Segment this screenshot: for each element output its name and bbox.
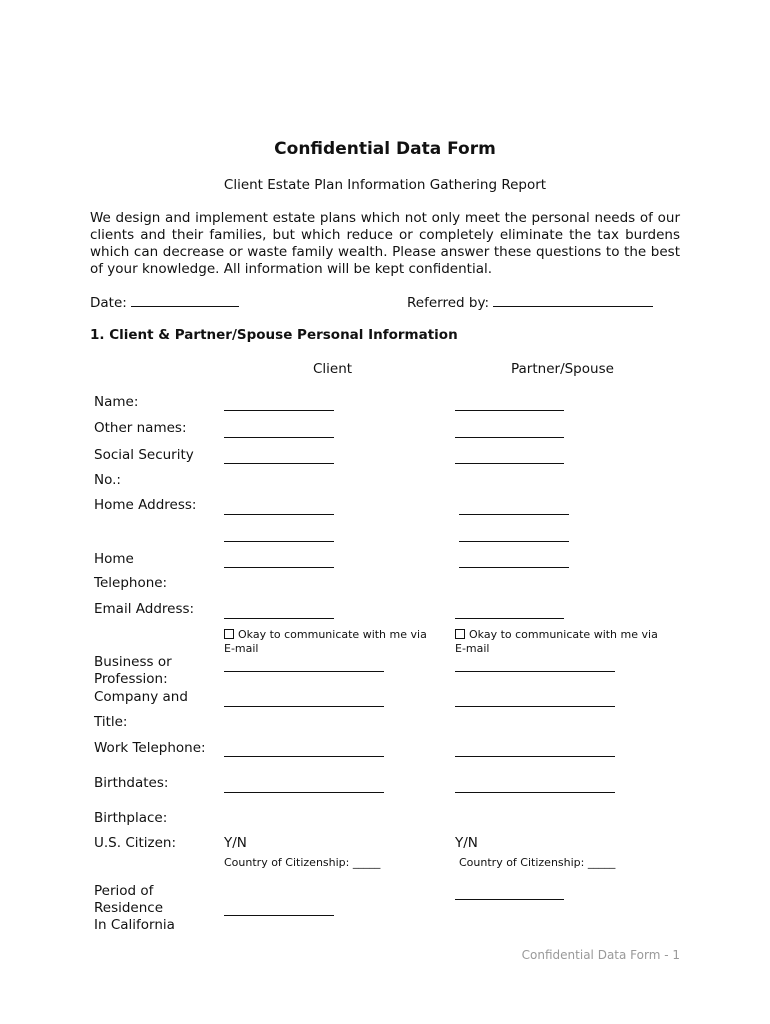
- label-work-telephone: Work Telephone:: [94, 740, 206, 756]
- client-citizen-yn[interactable]: Y/N: [224, 835, 247, 851]
- client-home-telephone-field[interactable]: [224, 567, 334, 568]
- intro-paragraph: We design and implement estate plans which not only meet the personal needs of our clients and their families, but which reduce or completely eliminate the tax burdens which can decrease or waste family wealth. Please answer these questions to the best of your knowledge. All information will be kept confidential.: [90, 210, 680, 277]
- partner-period-field[interactable]: [455, 899, 564, 900]
- label-birthdates: Birthdates:: [94, 775, 169, 791]
- referred-field[interactable]: [407, 294, 653, 311]
- client-country-citizenship[interactable]: Country of Citizenship: _____: [224, 856, 381, 869]
- client-period-field[interactable]: [224, 915, 334, 916]
- client-company-field[interactable]: [224, 706, 384, 707]
- column-header-client: Client: [313, 361, 353, 377]
- label-business: Business or Profession:: [94, 654, 172, 687]
- client-other-names-field[interactable]: [224, 437, 334, 438]
- page-footer: Confidential Data Form - 1: [521, 948, 680, 962]
- label-birthplace: Birthplace:: [94, 810, 168, 826]
- referred-label: Referred by:: [407, 295, 489, 311]
- label-ssn: Social Security: [94, 447, 194, 463]
- partner-name-field[interactable]: [455, 410, 564, 411]
- partner-home-telephone-field[interactable]: [459, 567, 569, 568]
- referred-blank[interactable]: [493, 294, 653, 307]
- date-blank[interactable]: [131, 294, 239, 307]
- partner-citizen-yn[interactable]: Y/N: [455, 835, 478, 851]
- client-address-field-2[interactable]: [224, 541, 334, 542]
- label-ssn-cont: No.:: [94, 472, 121, 488]
- client-address-field[interactable]: [224, 514, 334, 515]
- label-period-cont: Residence: [94, 900, 164, 916]
- section-heading: 1. Client & Partner/Spouse Personal Information: [90, 327, 458, 343]
- label-company-cont: Title:: [94, 714, 128, 730]
- label-other-names: Other names:: [94, 420, 187, 436]
- partner-email-ok-checkbox[interactable]: [455, 628, 670, 656]
- page-title: Confidential Data Form: [274, 139, 496, 159]
- client-ssn-field[interactable]: [224, 463, 334, 464]
- client-name-field[interactable]: [224, 410, 334, 411]
- client-birthdate-field[interactable]: [224, 792, 384, 793]
- partner-email-ok-label: Okay to communicate with me via E-mail: [455, 628, 658, 655]
- label-period-cont-2: In California: [94, 917, 175, 933]
- label-home-telephone-cont: Telephone:: [94, 575, 168, 591]
- partner-other-names-field[interactable]: [455, 437, 564, 438]
- client-email-field[interactable]: [224, 618, 334, 619]
- label-us-citizen: U.S. Citizen:: [94, 835, 177, 851]
- page-subtitle: Client Estate Plan Information Gathering Report: [223, 177, 547, 193]
- label-home-telephone: Home: [94, 551, 134, 567]
- partner-ssn-field[interactable]: [455, 463, 564, 464]
- partner-business-field[interactable]: [455, 671, 615, 672]
- client-email-ok-checkbox[interactable]: [224, 628, 439, 656]
- partner-company-field[interactable]: [455, 706, 615, 707]
- label-name: Name:: [94, 394, 139, 410]
- partner-work-telephone-field[interactable]: [455, 756, 615, 757]
- date-label: Date:: [90, 295, 127, 311]
- partner-address-field-2[interactable]: [459, 541, 569, 542]
- client-business-field[interactable]: [224, 671, 384, 672]
- label-home-address: Home Address:: [94, 497, 197, 513]
- label-period: Period of: [94, 883, 154, 899]
- checkbox-icon[interactable]: [224, 629, 234, 639]
- label-company: Company and: [94, 689, 188, 705]
- label-email: Email Address:: [94, 601, 195, 617]
- partner-email-field[interactable]: [455, 618, 564, 619]
- partner-address-field[interactable]: [459, 514, 569, 515]
- client-work-telephone-field[interactable]: [224, 756, 384, 757]
- checkbox-icon[interactable]: [455, 629, 465, 639]
- column-header-partner: Partner/Spouse: [511, 361, 614, 377]
- partner-country-citizenship[interactable]: Country of Citizenship: _____: [459, 856, 616, 869]
- partner-birthdate-field[interactable]: [455, 792, 615, 793]
- date-field[interactable]: [90, 294, 239, 311]
- client-email-ok-label: Okay to communicate with me via E-mail: [224, 628, 427, 655]
